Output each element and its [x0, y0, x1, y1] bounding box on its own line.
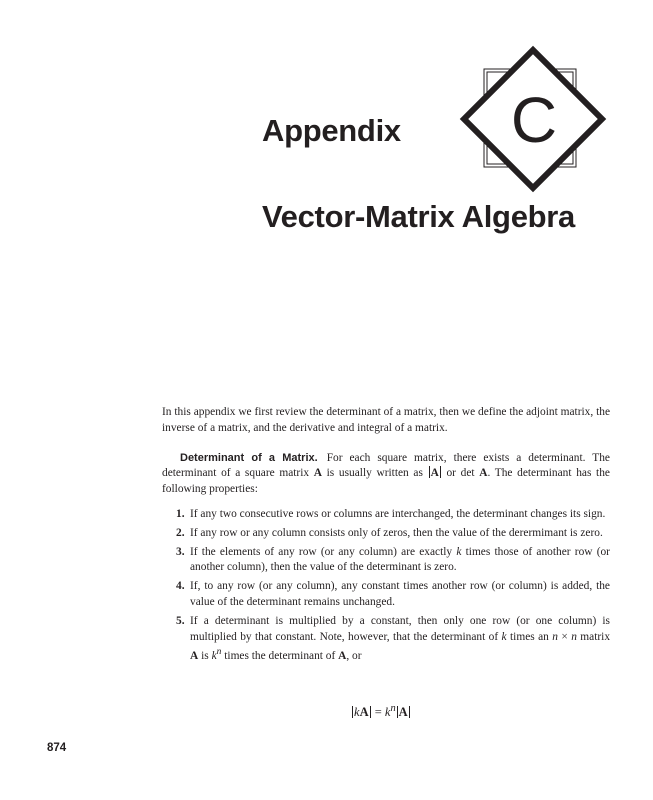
property-list	[162, 507, 610, 665]
determinant-text: For each square matrix, there exists a determinant. The determinant of a square matrix	[162, 451, 610, 480]
determinant-scaling-equation: kA = $k^n$ A	[354, 703, 408, 720]
body-text	[162, 405, 610, 668]
list-item: 1. If any two consecutive rows or columns are interchanged, the determinant changes its sign.	[176, 507, 606, 520]
section-run-in-heading: Determinant of a Matrix.	[180, 451, 318, 464]
list-item: 4. If, to any row (or any column), any constant times another row (or column) is added, the value of the determinant remains unchanged.	[176, 580, 610, 608]
matrix-symbol: A	[430, 467, 439, 480]
appendix-letter-badge	[458, 44, 610, 196]
appendix-label: Appendix	[262, 113, 401, 148]
page-number: 874	[47, 742, 67, 754]
list-item: 2. If any row or any column consists only of zeros, then the value of the derermimant is zero.	[176, 526, 603, 539]
appendix-letter: C	[510, 84, 558, 156]
matrix-symbol: A	[313, 467, 322, 480]
list-item: 3. If the elements of any row (or any column) are exactly k times those of another row (or another column), then the value of the determinant is zero.	[176, 545, 610, 574]
determinant-paragraph: Determinant of a Matrix. For each square matrix, there exists a determinant. The determinant of a square matrix A is usually written as A or det A. The determinant has the following properties:	[162, 451, 610, 496]
matrix-symbol: A	[479, 467, 488, 480]
intro-paragraph: In this appendix we first review the determinant of a matrix, then we define the adjoint matrix, the inverse of a matrix, and the derivative and integral of a matrix.	[162, 406, 610, 434]
chapter-title: Vector-Matrix Algebra	[262, 199, 575, 234]
list-item: 5. If a determinant is multiplied by a constant, then only one row (or one column) is multiplied by that constant. Note, however, that the determinant of k times an n × n matrix A is $k^n$ times the determinant of A, or	[176, 614, 611, 663]
